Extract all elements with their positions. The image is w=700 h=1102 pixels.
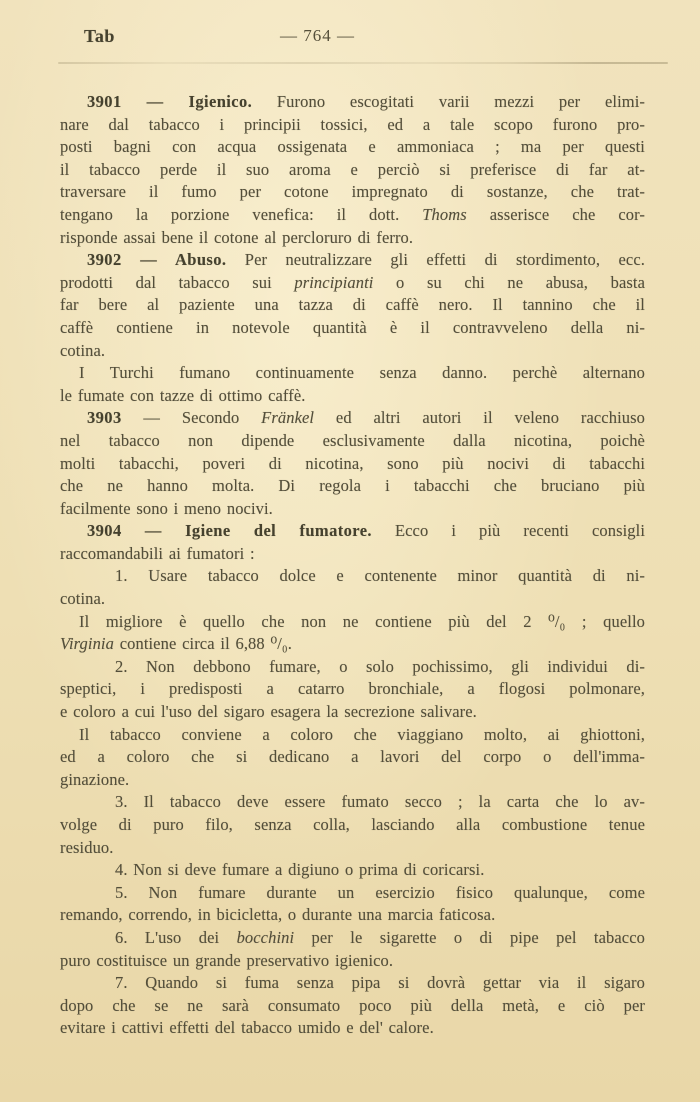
text-line: [60, 882, 645, 905]
text-segment: I Turchi fumano continuamente senza danno. perchè alternano: [79, 363, 645, 383]
text-segment: le fumate con tazze di ottimo caffè.: [60, 385, 306, 405]
text-segment: per le sigarette o di pipe pel tabacco: [294, 927, 645, 947]
text-segment: facilmente sono i meno nocivi.: [60, 498, 273, 518]
paragraph: [60, 565, 645, 610]
text-line: [60, 678, 645, 701]
text-line: [60, 814, 645, 837]
text-segment: Il tabacco conviene a coloro che viaggiano molto, ai ghiottoni,: [79, 724, 645, 744]
text-line: [60, 588, 645, 611]
text-segment: 2. Non debbono fumare, o solo pochissimo, gli individui di-: [115, 656, 645, 676]
paragraph: [60, 362, 645, 407]
text-segment: 3903: [87, 408, 122, 428]
text-segment: Virginia: [60, 634, 114, 654]
text-line: [60, 565, 645, 588]
text-segment: posti bagni con acqua ossigenata e ammoniaca ; ma per questi: [60, 137, 645, 157]
text-segment: 5. Non fumare durante un esercizio fisico qualunque, come: [115, 882, 645, 902]
text-segment: che ne hanno molta. Di regola i tabacchi che bruciano più: [60, 476, 645, 496]
text-segment: nel tabacco non dipende esclusivamente dalla nicotina, poichè: [60, 430, 645, 450]
text-line: [60, 1017, 645, 1040]
paragraph: [60, 972, 645, 1040]
text-segment: principianti: [294, 272, 374, 292]
header-rule: [58, 62, 668, 64]
text-segment: Thoms: [422, 204, 467, 224]
text-segment: far bere al paziente una tazza di caffè nero. Il tannino che il: [60, 295, 645, 315]
text-segment: 3901: [87, 92, 122, 111]
text-line: [60, 950, 645, 973]
text-line: [60, 701, 645, 724]
text-segment: volge di puro filo, senza colla, lasciando alla combustione tenue: [60, 815, 645, 834]
text-line: [60, 136, 645, 159]
text-segment: 7. Quando si fuma senza pipa si dovrà gettar via il sigaro: [115, 973, 645, 993]
text-segment: raccomandabili ai fumatori :: [60, 543, 255, 563]
text-segment: asserisce che cor-: [466, 204, 646, 224]
text-segment: caffè contiene in notevole quantità è il contravveleno della ni-: [60, 317, 645, 337]
text-segment: 4. Non si deve fumare a digiuno o prima di coricarsi.: [115, 860, 485, 880]
paragraph: [60, 859, 645, 882]
text-segment: Igiene del fumatore.: [185, 521, 372, 541]
text-segment: bocchini: [236, 927, 295, 947]
text-segment: —: [121, 250, 175, 270]
text-line: [60, 91, 645, 114]
paragraph: [60, 249, 645, 362]
text-segment: ed altri autori il veleno racchiuso: [314, 408, 645, 428]
text-line: [60, 362, 645, 385]
text-segment: nare dal tabacco i principii tossici, ed a tale scopo furono pro-: [60, 114, 645, 134]
text-segment: cotina.: [60, 589, 106, 609]
text-segment: ginazione.: [60, 769, 130, 789]
text-line: [60, 791, 645, 814]
text-segment: 3904: [87, 521, 122, 541]
text-segment: residuo.: [60, 837, 114, 857]
text-line: [60, 159, 645, 182]
text-segment: Abuso.: [174, 250, 227, 270]
text-line: [60, 837, 645, 860]
text-segment: prodotti dal tabacco sui: [60, 272, 295, 292]
text-segment: puro costituisce un grande preservativo igienico.: [60, 950, 394, 970]
paragraph: [60, 656, 645, 724]
text-segment: il tabacco perde il suo aroma e perciò si preferisce di far at-: [60, 159, 645, 179]
text-line: [60, 340, 645, 363]
text-segment: — Secondo: [121, 408, 262, 428]
paragraph: [60, 520, 645, 565]
text-segment: Furono escogitati varii mezzi per elimi-: [252, 92, 645, 111]
paragraph: [60, 882, 645, 927]
text-line: [60, 543, 645, 566]
text-line: [60, 385, 645, 408]
text-line: [60, 181, 645, 204]
text-line: [60, 317, 645, 340]
text-segment: o su chi ne abusa, basta: [373, 272, 645, 292]
catchword: Tab: [84, 26, 115, 46]
text-line: [60, 927, 645, 950]
text-segment: molti tabacchi, poveri di nicotina, sono più nocivi di tabacchi: [60, 453, 645, 473]
text-line: [60, 453, 645, 476]
text-line: [60, 204, 645, 227]
text-line: [60, 724, 645, 747]
text-line: [60, 249, 645, 272]
text-segment: Il migliore è quello che non ne contiene più del 2 ⁰/₀ ; quello: [79, 611, 645, 631]
text-segment: speptici, i predisposti a catarro bronchiale, a flogosi polmonare,: [60, 679, 645, 699]
text-line: [60, 995, 645, 1018]
paragraph: [60, 407, 645, 520]
paragraph: [60, 91, 645, 249]
text-line: [60, 633, 645, 656]
text-line: [60, 904, 645, 927]
text-line: [60, 972, 645, 995]
text-line: [60, 746, 645, 769]
text-segment: tengano la porzione venefica: il dott.: [60, 204, 423, 224]
text-segment: Igienico.: [188, 92, 253, 111]
page-header: [60, 26, 645, 52]
text-line: [60, 430, 645, 453]
text-segment: e coloro a cui l'uso del sigaro esagera la secrezione salivare.: [60, 702, 477, 722]
paragraph: [60, 724, 645, 792]
text-segment: 3902: [87, 250, 122, 270]
text-segment: risponde assai bene il cotone al percloruro di ferro.: [60, 227, 414, 247]
text-segment: 6. L'uso dei: [115, 927, 237, 947]
paragraph: [60, 611, 645, 656]
text-segment: traversare il fumo per cotone impregnato di sostanze, che trat-: [60, 182, 645, 202]
text-segment: contiene circa il 6,88 ⁰/₀.: [113, 634, 292, 654]
text-line: [60, 227, 645, 250]
text-line: [60, 475, 645, 498]
text-line: [60, 769, 645, 792]
text-segment: —: [121, 92, 189, 111]
text-line: [60, 294, 645, 317]
text-segment: evitare i cattivi effetti del tabacco umido e del' calore.: [60, 1018, 434, 1038]
text-segment: Fränkel: [261, 408, 315, 428]
text-segment: remando, correndo, in bicicletta, o durante una marcia faticosa.: [60, 905, 496, 925]
text-line: [60, 272, 645, 295]
paragraph: [60, 791, 645, 859]
text-line: [60, 407, 645, 430]
text-line: [60, 656, 645, 679]
text-segment: —: [121, 521, 186, 541]
text-segment: dopo che se ne sarà consumato poco più della metà, e ciò per: [60, 995, 645, 1015]
page-number: — 764 —: [280, 26, 355, 45]
text-segment: ed a coloro che si dedicano a lavori del corpo o dell'imma-: [60, 747, 645, 767]
text-line: [60, 114, 645, 137]
text-segment: Per neutralizzare gli effetti di stordimento, ecc.: [226, 250, 645, 270]
text-line: [60, 859, 645, 882]
text-line: [60, 498, 645, 521]
text-segment: 1. Usare tabacco dolce e contenente minor quantità di ni-: [115, 566, 645, 586]
paragraph: [60, 927, 645, 972]
text-segment: 3. Il tabacco deve essere fumato secco ; la carta che lo av-: [115, 792, 645, 812]
text-segment: Ecco i più recenti consigli: [371, 521, 645, 541]
text-line: [60, 520, 645, 543]
page-body: [60, 91, 645, 1040]
text-segment: cotina.: [60, 340, 106, 360]
text-line: [60, 611, 645, 634]
